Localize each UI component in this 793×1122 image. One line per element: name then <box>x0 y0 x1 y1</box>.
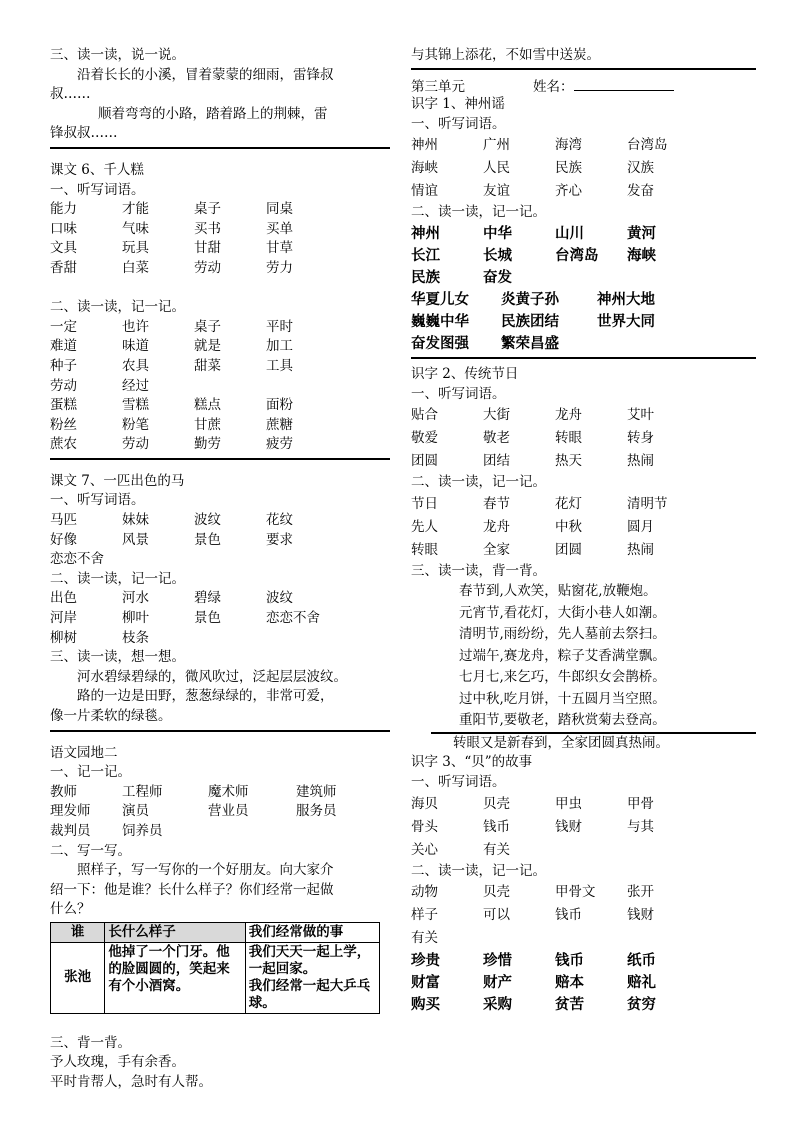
section-heading: 三、读一读，背一背。 <box>411 562 546 579</box>
paragraph-line: 像一片柔软的绿毯。 <box>50 708 172 724</box>
poem-line: 过中秋,吃月饼，十五圆月当空照。 <box>459 690 666 707</box>
poem-line: 转眼又是新春到，全家团圆真热闹。 <box>453 734 669 751</box>
lesson-title: 课文 7、一匹出色的马 <box>50 472 185 489</box>
section-heading: 一、听写词语。 <box>50 492 145 509</box>
word-row: 神州 广州 海湾 台湾岛 <box>411 137 668 154</box>
word-row: 先人 龙舟 中秋 圆月 <box>411 518 654 535</box>
name-field[interactable] <box>574 76 674 91</box>
section-heading: 一、听写词语。 <box>411 115 506 132</box>
word-row: 转眼 全家 团圆 热闹 <box>411 541 654 558</box>
section-heading: 一、听写词语。 <box>411 385 506 402</box>
poem-line: 重阳节,要敬老，踏秋赏菊去登高。 <box>459 712 666 729</box>
cell-name: 张池 <box>51 942 105 1013</box>
word-row: 有关 <box>411 930 438 947</box>
name-label: 姓名： <box>533 78 574 95</box>
section-heading: 二、写一写。 <box>50 842 131 859</box>
word-row: 奋发图强 繁荣昌盛 <box>411 334 559 352</box>
word-row: 敬爱 敬老 转眼 转身 <box>411 430 654 447</box>
paragraph-line: 照样子，写一写你的一个好朋友。向大家介 <box>77 862 334 879</box>
divider <box>411 68 756 70</box>
cell-looks: 他掉了一个门牙。他的脸圆圆的，笑起来有个小酒窝。 <box>105 942 245 1013</box>
section-heading: 一、听写词语。 <box>50 181 145 198</box>
word-row: 文具 玩具 甘甜 甘草 <box>50 240 293 257</box>
divider <box>50 458 390 460</box>
word-row: 能力 才能 桌子 同桌 <box>50 201 293 218</box>
section-heading: 二、读一读，记一记。 <box>411 862 546 879</box>
section-heading: 二、读一读，记一记。 <box>411 204 546 221</box>
word-row: 种子 农具 甜菜 工具 <box>50 357 293 374</box>
word-row: 神州 中华 山川 黄河 <box>411 224 656 242</box>
word-row: 巍巍中华 民族团结 世界大同 <box>411 312 655 330</box>
section-heading: 三、读一读，说一说。 <box>50 47 185 63</box>
left-column <box>50 46 390 1092</box>
word-row: 粉丝 粉笔 甘蔗 蔗糖 <box>50 416 293 433</box>
section-heading: 二、读一读，记一记。 <box>50 299 185 316</box>
word-row: 财富 财产 赔本 赔礼 <box>411 974 656 992</box>
word-row: 长江 长城 台湾岛 海峡 <box>411 246 656 264</box>
section-heading: 一、记一记。 <box>50 764 131 781</box>
word-row: 蔗农 劳动 勤劳 疲劳 <box>50 436 293 453</box>
proverb-line: 平时肯帮人，急时有人帮。 <box>50 1073 212 1090</box>
word-row: 香甜 白菜 劳动 劳力 <box>50 259 293 276</box>
word-row: 购买 采购 贫苦 贫穷 <box>411 996 656 1014</box>
word-row: 海峡 人民 民族 汉族 <box>411 160 654 177</box>
word-grid <box>50 200 390 278</box>
lesson-title: 语文园地二 <box>50 744 118 761</box>
lesson-title: 识字 3、“贝”的故事 <box>411 754 533 771</box>
unit-title: 第三单元 <box>411 78 465 95</box>
word-row: 贴合 大街 龙舟 艾叶 <box>411 407 654 424</box>
word-row: 口味 气味 买书 买单 <box>50 220 293 237</box>
word-row: 动物 贝壳 甲骨文 张开 <box>411 884 654 901</box>
lesson-title: 识字 2、传统节日 <box>411 365 519 382</box>
paragraph-line: 顺着弯弯的小路，踏着路上的荆棘，雷 <box>98 105 328 122</box>
word-row: 华夏儿女 炎黄子孙 神州大地 <box>411 290 655 308</box>
paragraph-line: 什么？ <box>50 901 91 918</box>
poem-line: 元宵节,看花灯，大街小巷人如潮。 <box>459 604 666 621</box>
word-row: 一定 也许 桌子 平时 <box>50 318 293 335</box>
poem-line: 清明节,雨纷纷，先人墓前去祭扫。 <box>459 626 666 643</box>
word-row: 关心 有关 <box>411 841 510 858</box>
word-row: 河岸 柳叶 景色 恋恋不舍 <box>50 610 320 627</box>
word-row: 柳树 枝条 <box>50 629 149 646</box>
poem-line: 春节到,人欢笑，贴窗花,放鞭炮。 <box>459 583 657 600</box>
divider <box>50 147 390 149</box>
word-row: 马匹 妹妹 波纹 花纹 <box>50 512 293 529</box>
col-header-activities: 我们经常做的事 <box>245 922 379 942</box>
word-row: 蛋糕 雪糕 糕点 面粉 <box>50 397 293 414</box>
proverb-line: 与其锦上添花，不如雪中送炭。 <box>411 47 600 63</box>
proverb-line: 予人玫瑰，手有余香。 <box>50 1054 185 1071</box>
divider <box>50 730 390 732</box>
section-heading: 二、读一读，记一记。 <box>411 474 546 491</box>
word-grid <box>50 318 390 455</box>
table-header-row <box>51 922 380 942</box>
paragraph-line: 沿着长长的小溪，冒着蒙蒙的细雨，雷锋叔 <box>77 66 334 83</box>
cell-activities: 我们天天一起上学，一起回家。 我们经常一起大乒乓球。 <box>245 942 379 1013</box>
lesson-title: 课文 6、千人糕 <box>50 161 144 178</box>
word-row: 民族 奋发 <box>411 268 512 286</box>
word-row: 难道 味道 就是 加工 <box>50 338 293 355</box>
word-row: 珍贵 珍惜 钱币 纸币 <box>411 952 656 970</box>
word-row: 海贝 贝壳 甲虫 甲骨 <box>411 795 654 812</box>
word-row: 团圆 团结 热天 热闹 <box>411 453 654 470</box>
col-header-who: 谁 <box>51 922 105 942</box>
paragraph-line: 绍一下：他是谁？长什么样子？你们经常一起做 <box>50 881 334 898</box>
section-heading: 三、读一读，想一想。 <box>50 649 185 666</box>
word-row: 教师 工程师 魔术师 建筑师 <box>50 783 337 800</box>
word-row: 理发师 演员 营业员 服务员 <box>50 803 337 820</box>
right-column <box>411 46 746 1016</box>
friend-table <box>50 922 380 1014</box>
word-row: 裁判员 饲养员 <box>50 822 163 839</box>
paragraph-line: 路的一边是田野，葱葱绿绿的，非常可爱， <box>77 688 334 705</box>
section-heading: 三、背一背。 <box>50 1034 131 1051</box>
word-row: 节日 春节 花灯 清明节 <box>411 495 668 512</box>
col-header-looks: 长什么样子 <box>105 922 245 942</box>
word-row: 劳动 经过 <box>50 377 149 394</box>
section-heading: 一、听写词语。 <box>411 774 506 791</box>
word-row: 情谊 友谊 齐心 发奋 <box>411 183 654 200</box>
paragraph-line: 叔…… <box>50 86 91 103</box>
lesson-title: 识字 1、神州谣 <box>411 96 505 113</box>
word-row: 出色 河水 碧绿 波纹 <box>50 590 293 607</box>
table-row <box>51 942 380 1013</box>
paragraph-line: 河水碧绿碧绿的，微风吹过，泛起层层波纹。 <box>77 668 347 685</box>
word-row: 样子 可以 钱币 钱财 <box>411 907 654 924</box>
unit-header <box>411 76 746 96</box>
paragraph-line: 锋叔叔…… <box>50 125 118 142</box>
word-row: 好像 风景 景色 要求 <box>50 531 293 548</box>
section-heading: 二、读一读，记一记。 <box>50 570 185 587</box>
poem-line: 过端午,赛龙舟，粽子艾香满堂飘。 <box>459 647 666 664</box>
word-row: 骨头 钱币 钱财 与其 <box>411 818 654 835</box>
word-item: 恋恋不舍 <box>50 551 104 568</box>
divider <box>411 357 756 359</box>
poem-line: 七月七,来乞巧，牛郎织女会鹊桥。 <box>459 669 666 686</box>
poem <box>411 581 746 732</box>
